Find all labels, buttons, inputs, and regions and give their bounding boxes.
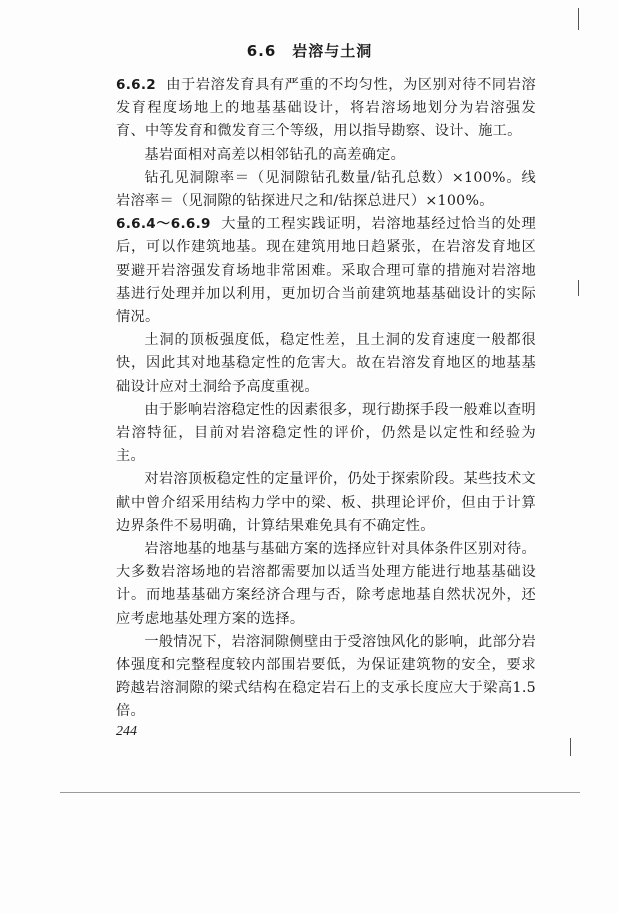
section-heading	[0, 40, 619, 61]
scan-bottom-edge	[60, 792, 580, 793]
paragraph-text: 岩溶地基的地基与基础方案的选择应针对具体条件区别对待。大多数岩溶场地的岩溶都需要加以适当处理方能进行地基基础设计。而地基基础方案经济合理与否，除考虑地基自然状况外，还应考虑地基处理方案的选择。	[116, 541, 536, 627]
section-number: 6.6	[246, 42, 277, 60]
paragraph	[116, 329, 536, 399]
section-title: 岩溶与土洞	[292, 42, 373, 60]
paragraph	[116, 468, 536, 538]
scan-artifact-mark	[578, 8, 579, 30]
paragraph-text: 钻孔见洞隙率＝（见洞隙钻孔数量/钻孔总数）×100%。线岩溶率＝（见洞隙的钻探进尺之和/钻探总进尺）×100%。	[116, 169, 536, 210]
paragraph	[116, 631, 536, 724]
paragraph	[116, 144, 536, 167]
clause-paragraph	[116, 213, 536, 329]
paragraph-text: 大量的工程实践证明，岩溶地基经过恰当的处理后，可以作建筑地基。现在建筑用地日趋紧张，在岩溶发育地区要避开岩溶强发育场地非常困难。采取合理可靠的措施对岩溶地基进行处理并加以利用，更加切合当前建筑地基基础设计的实际情况。	[116, 216, 536, 326]
clause-number: 6.6.2	[116, 77, 156, 93]
paragraph-text: 土洞的顶板强度低，稳定性差，且土洞的发育速度一般都很快，因此其对地基稳定性的危害大。故在岩溶发育地区的地基基础设计应对土洞给予高度重视。	[116, 332, 536, 395]
paragraph	[116, 399, 536, 469]
clause-paragraph	[116, 74, 536, 144]
paragraph-text: 一般情况下，岩溶洞隙侧壁由于受溶蚀风化的影响，此部分岩体强度和完整程度较内部围岩要低，为保证建筑物的安全，要求跨越岩溶洞隙的梁式结构在稳定岩石上的支承长度应大于梁高1.5倍。	[116, 633, 536, 720]
paragraph-text: 由于影响岩溶稳定性的因素很多，现行勘探手段一般难以查明岩溶特征，目前对岩溶稳定性的评价，仍然是以定性和经验为主。	[116, 401, 536, 465]
paragraph-text: 基岩面相对高差以相邻钻孔的高差确定。	[144, 146, 406, 163]
scan-artifact-mark	[570, 738, 571, 756]
scan-artifact-mark	[578, 280, 579, 296]
paragraph-text: 对岩溶顶板稳定性的定量评价，仍处于探索阶段。某些技术文献中曾介绍采用结构力学中的梁、板、拱理论评价，但由于计算边界条件不易明确，计算结果难免具有不确定性。	[116, 471, 536, 534]
page-number: 244	[116, 724, 137, 739]
paragraph	[116, 538, 536, 631]
body-text	[116, 74, 536, 724]
paragraph-text: 由于岩溶发育具有严重的不均匀性，为区别对待不同岩溶发育程度场地上的地基基础设计，将岩溶场地划分为岩溶强发育、中等发育和微发育三个等级，用以指导勘察、设计、施工。	[116, 77, 536, 140]
clause-number: 6.6.4～6.6.9	[116, 216, 211, 233]
paragraph	[116, 167, 536, 213]
